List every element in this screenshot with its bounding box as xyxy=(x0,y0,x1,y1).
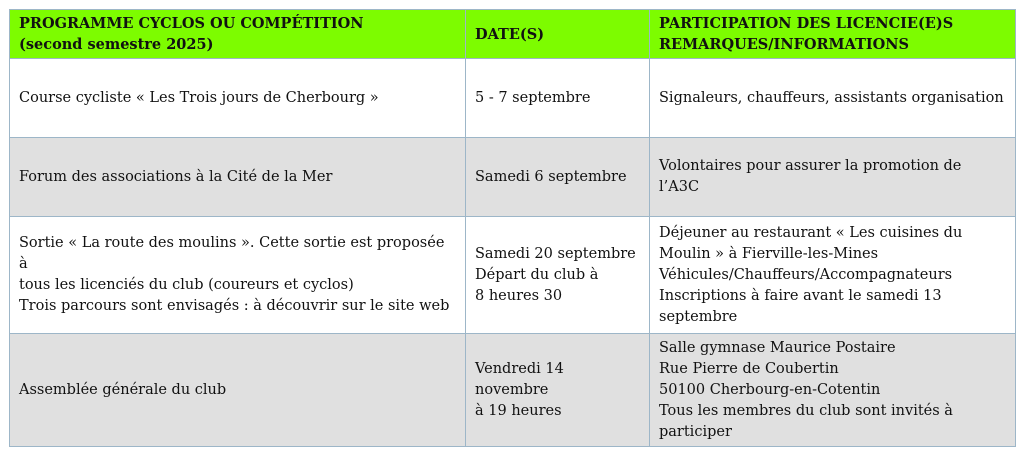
table-row xyxy=(10,334,1016,447)
header-program: PROGRAMME CYCLOS OU COMPÉTITION (second semestre 2025) xyxy=(10,10,466,59)
date-cell: Samedi 6 septembre xyxy=(466,138,650,217)
event-cell: Sortie « La route des moulins ». Cette sortie est proposée à tous les licenciés du club (coureurs et cyclos) Trois parcours sont envisagés : à découvrir sur le site web xyxy=(10,217,466,334)
header-row xyxy=(10,10,1016,59)
info-cell: Volontaires pour assurer la promotion de l’A3C xyxy=(650,138,1016,217)
program-table xyxy=(9,9,1016,447)
event-cell: Assemblée générale du club xyxy=(10,334,466,447)
table-header xyxy=(10,10,1016,59)
table-row xyxy=(10,59,1016,138)
table-row xyxy=(10,138,1016,217)
date-cell: Samedi 20 septembre Départ du club à 8 heures 30 xyxy=(466,217,650,334)
event-cell: Forum des associations à la Cité de la Mer xyxy=(10,138,466,217)
event-cell: Course cycliste « Les Trois jours de Cherbourg » xyxy=(10,59,466,138)
info-cell: Salle gymnase Maurice Postaire Rue Pierre de Coubertin 50100 Cherbourg-en-Cotentin Tous les membres du club sont invités à participer xyxy=(650,334,1016,447)
table-body xyxy=(10,59,1016,447)
header-dates: DATE(S) xyxy=(466,10,650,59)
header-participation: PARTICIPATION DES LICENCIE(E)S REMARQUES/INFORMATIONS xyxy=(650,10,1016,59)
info-cell: Signaleurs, chauffeurs, assistants organisation xyxy=(650,59,1016,138)
date-cell: 5 - 7 septembre xyxy=(466,59,650,138)
table-row xyxy=(10,217,1016,334)
info-cell: Déjeuner au restaurant « Les cuisines du Moulin » à Fierville-les-Mines Véhicules/Chauffeurs/Accompagnateurs Inscriptions à faire avant le samedi 13 septembre xyxy=(650,217,1016,334)
date-cell: Vendredi 14 novembre à 19 heures xyxy=(466,334,650,447)
